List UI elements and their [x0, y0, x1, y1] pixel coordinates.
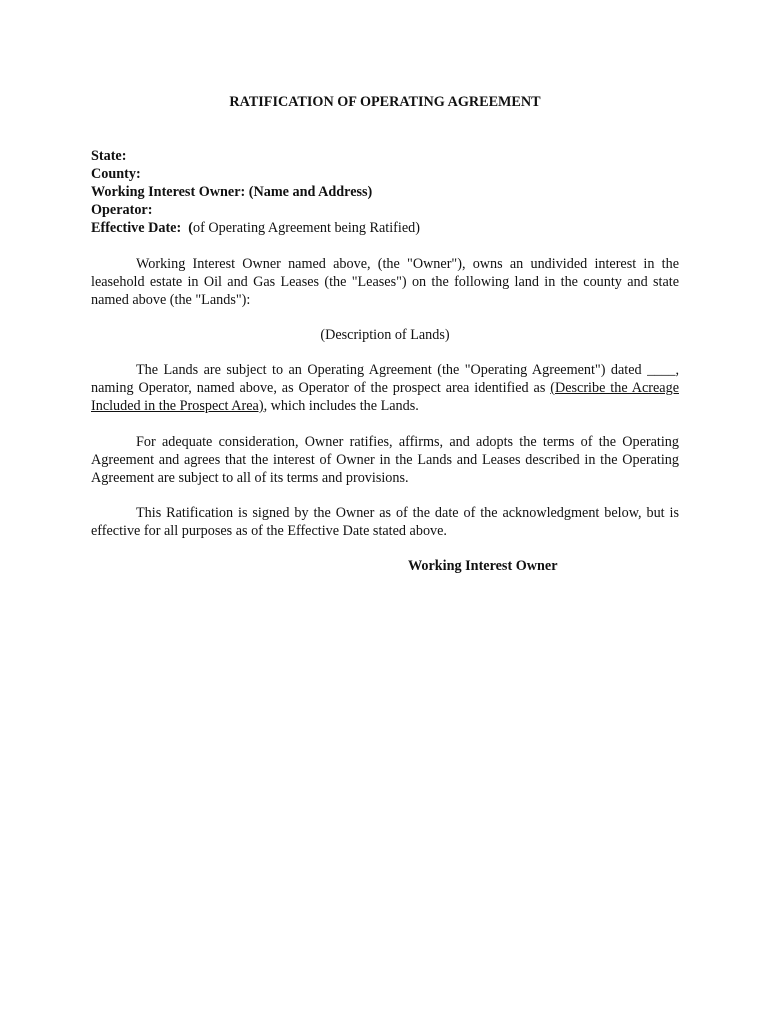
paragraph-ownership: Working Interest Owner named above, (the "Owner"), owns an undivided interest in the leasehold estate in Oil and Gas Leases (the "Leases") on the following land in the county and state named above (the "Lands"): [91, 256, 679, 308]
paragraph-operating-agreement-text: The Lands are subject to an Operating Agreement (the "Operating Agreement") dated ____, naming Operator, named above, as Operator of the prospect area identified as [91, 362, 679, 396]
working-interest-owner-field [91, 183, 679, 201]
paragraph-ratification: For adequate consideration, Owner ratifies, affirms, and adopts the terms of the Operating Agreement and agrees that the interest of Owner in the Lands and Leases described in the Operating Agreement are subject to all of its terms and provisions. [91, 434, 679, 486]
working-interest-owner-label: Working Interest Owner: (Name and Address) [91, 184, 373, 200]
prospect-area-placeholder: (Describe the Acreage Included in the Prospect Area) [91, 380, 679, 414]
paragraph-signature-terms: This Ratification is signed by the Owner as of the date of the acknowledgment below, but is effective for all purposes as of the Effective Date stated above. [91, 505, 679, 539]
operator-label: Operator: [91, 202, 153, 218]
effective-date-label: Effective Date: [91, 220, 182, 236]
county-field [91, 165, 679, 183]
paragraph-operating-agreement [91, 361, 679, 415]
description-of-lands: (Description of Lands) [320, 327, 450, 343]
effective-date-field [91, 219, 679, 237]
effective-date-paren: ( [188, 220, 194, 236]
signature-label: Working Interest Owner [408, 558, 558, 574]
document-title: RATIFICATION OF OPERATING AGREEMENT [229, 94, 541, 110]
state-field [91, 147, 679, 165]
state-label: State: [91, 148, 127, 164]
operator-field [91, 201, 679, 219]
county-label: County: [91, 166, 141, 182]
effective-date-note: of Operating Agreement being Ratified) [193, 220, 420, 236]
paragraph-operating-agreement-end: , which includes the Lands. [263, 398, 419, 414]
header-fields [91, 147, 679, 237]
